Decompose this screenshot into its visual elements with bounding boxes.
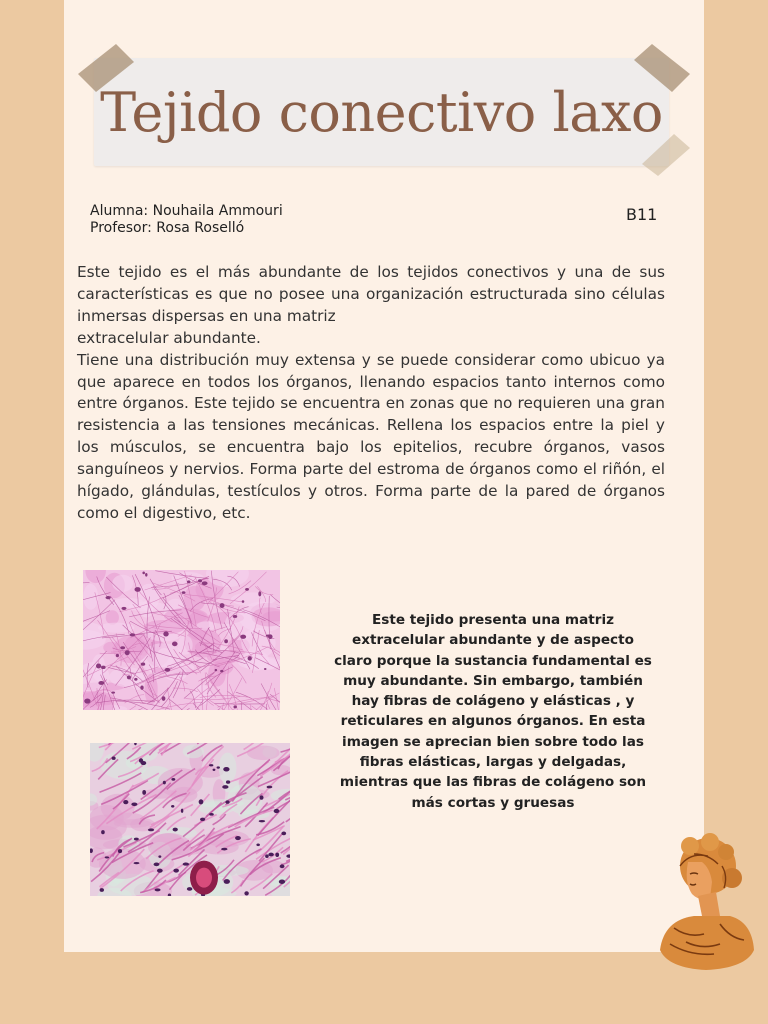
paragraph-2: Tiene una distribución muy extensa y se puede considerar como ubicuo ya que aparece en todos los órganos, llenando espacios tanto internos como entre órganos. Este tejido se encuentra en zonas que no requieren una gran resistencia a las tensiones mecánicas. Rellena los espacios entre la piel y los músculos, se encuentra bajo los epitelios, recubre órganos, vasos sanguíneos y nervios. Forma parte del estroma de órganos como el riñón, el hígado, glándulas, testículos y otros. Forma parte de la pared de órganos como el digestivo, etc. xyxy=(77,350,665,522)
teacher-name: Profesor: Rosa Roselló xyxy=(90,220,245,236)
author-block xyxy=(90,203,283,237)
paragraph-1-end: extracelular abundante. xyxy=(77,328,261,347)
paper-bottom-edge xyxy=(64,900,704,960)
micrograph-image-2 xyxy=(90,743,290,896)
group-code: B11 xyxy=(626,205,658,224)
histology-micrograph-icon xyxy=(90,743,290,896)
image-caption: Este tejido presenta una matriz extracelular abundante y de aspecto claro porque la sustancia fundamental es muy abundante. Sin embargo, también hay fibras de colágeno y elásticas , y reticulares en algunos órganos. En esta imagen se aprecian bien sobre todo las fibras elásticas, largas y delgadas, mientras que las fibras de colágeno son más cortas y gruesas xyxy=(334,612,652,811)
student-name: Alumna: Nouhaila Ammouri xyxy=(90,203,283,219)
histology-micrograph-icon xyxy=(83,570,280,710)
classical-bust-icon xyxy=(650,832,760,972)
paragraph-1: Este tejido es el más abundante de los tejidos conectivos y una de sus características es que no posee una organización estructurada sino células inmersas dispersas en una matriz xyxy=(77,263,665,325)
page-title: Tejido conectivo laxo xyxy=(100,81,663,144)
micrograph-image-1 xyxy=(83,570,280,710)
body-text xyxy=(77,262,665,525)
